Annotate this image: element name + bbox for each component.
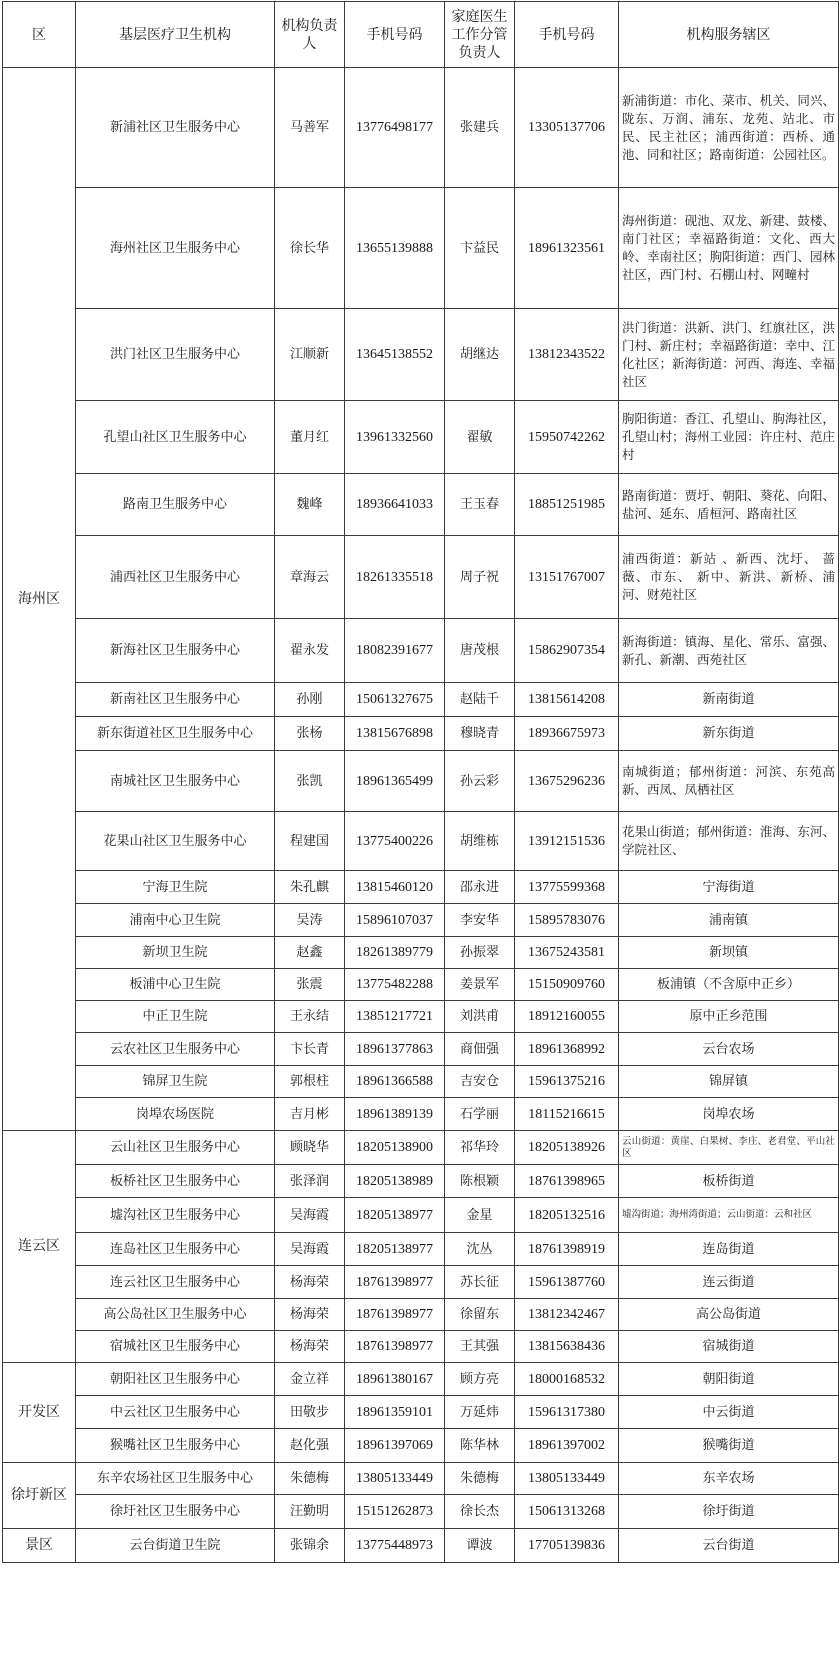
phone-cell: 13776498177 — [345, 68, 445, 188]
header-org: 基层医疗卫生机构 — [76, 2, 275, 68]
phone-2-cell: 13775599368 — [515, 871, 619, 904]
table-body — [3, 68, 839, 1563]
family-doctor-cell: 赵陆千 — [445, 683, 515, 717]
org-cell: 墟沟社区卫生服务中心 — [76, 1198, 275, 1233]
service-area-cell: 岗埠农场 — [619, 1098, 839, 1131]
table-row — [3, 812, 839, 871]
head-cell: 程建国 — [275, 812, 345, 871]
table-row — [3, 1001, 839, 1033]
head-cell: 吴涛 — [275, 904, 345, 937]
service-area-cell: 中云街道 — [619, 1396, 839, 1429]
phone-2-cell: 18851251985 — [515, 474, 619, 536]
table-row — [3, 1429, 839, 1463]
org-cell: 云台街道卫生院 — [76, 1529, 275, 1563]
phone-2-cell: 13805133449 — [515, 1463, 619, 1495]
phone-cell: 13961332560 — [345, 401, 445, 474]
service-area-cell: 浦西街道：新站 、新西、沈圩、 蔷薇、市东、 新中、新洪、新桥、浦河、财苑社区 — [619, 536, 839, 619]
phone-cell: 15896107037 — [345, 904, 445, 937]
phone-2-cell: 18936675973 — [515, 717, 619, 751]
phone-cell: 18761398977 — [345, 1266, 445, 1299]
family-doctor-cell: 穆晓青 — [445, 717, 515, 751]
phone-2-cell: 18961323561 — [515, 188, 619, 309]
head-cell: 翟永发 — [275, 619, 345, 683]
phone-2-cell: 18205132516 — [515, 1198, 619, 1233]
org-cell: 连云社区卫生服务中心 — [76, 1266, 275, 1299]
org-cell: 中正卫生院 — [76, 1001, 275, 1033]
table-row — [3, 937, 839, 969]
phone-cell: 13851217721 — [345, 1001, 445, 1033]
phone-cell: 18961389139 — [345, 1098, 445, 1131]
head-cell: 金立祥 — [275, 1363, 345, 1396]
family-doctor-cell: 刘洪甫 — [445, 1001, 515, 1033]
phone-2-cell: 13675296236 — [515, 751, 619, 812]
org-cell: 宿城社区卫生服务中心 — [76, 1331, 275, 1363]
head-cell: 马善军 — [275, 68, 345, 188]
phone-cell: 18205138989 — [345, 1165, 445, 1198]
phone-cell: 18961397069 — [345, 1429, 445, 1463]
head-cell: 赵化强 — [275, 1429, 345, 1463]
header-row — [3, 2, 839, 68]
table-row — [3, 1266, 839, 1299]
header-head: 机构负责人 — [275, 2, 345, 68]
phone-2-cell: 18912160055 — [515, 1001, 619, 1033]
phone-cell: 13775400226 — [345, 812, 445, 871]
family-doctor-cell: 谭波 — [445, 1529, 515, 1563]
table-row — [3, 1198, 839, 1233]
table-row — [3, 401, 839, 474]
org-cell: 云农社区卫生服务中心 — [76, 1033, 275, 1066]
table-row — [3, 1066, 839, 1098]
service-area-cell: 连云街道 — [619, 1266, 839, 1299]
head-cell: 徐长华 — [275, 188, 345, 309]
header-phone: 手机号码 — [345, 2, 445, 68]
head-cell: 朱德梅 — [275, 1463, 345, 1495]
phone-cell: 18961377863 — [345, 1033, 445, 1066]
district-cell: 徐圩新区 — [3, 1463, 76, 1529]
service-area-cell: 路南街道：贾圩、朝阳、葵花、向阳、盐河、延东、盾桓河、路南社区 — [619, 474, 839, 536]
org-cell: 板浦中心卫生院 — [76, 969, 275, 1001]
service-area-cell: 浦南镇 — [619, 904, 839, 937]
service-area-cell: 南城街道；郁州街道：河滨、东苑高新、西凤、凤栖社区 — [619, 751, 839, 812]
head-cell: 杨海荣 — [275, 1299, 345, 1331]
phone-cell: 18961365499 — [345, 751, 445, 812]
head-cell: 杨海荣 — [275, 1266, 345, 1299]
service-area-cell: 徐圩街道 — [619, 1495, 839, 1529]
org-cell: 新浦社区卫生服务中心 — [76, 68, 275, 188]
org-cell: 孔望山社区卫生服务中心 — [76, 401, 275, 474]
head-cell: 赵鑫 — [275, 937, 345, 969]
family-doctor-cell: 邵永进 — [445, 871, 515, 904]
phone-cell: 13775482288 — [345, 969, 445, 1001]
head-cell: 章海云 — [275, 536, 345, 619]
phone-2-cell: 13815638436 — [515, 1331, 619, 1363]
service-area-cell: 原中正乡范围 — [619, 1001, 839, 1033]
service-area-cell: 新海街道：镇海、星化、常乐、富强、新孔、新潮、西苑社区 — [619, 619, 839, 683]
org-cell: 高公岛社区卫生服务中心 — [76, 1299, 275, 1331]
phone-cell: 13645138552 — [345, 309, 445, 401]
phone-2-cell: 13151767007 — [515, 536, 619, 619]
phone-2-cell: 13675243581 — [515, 937, 619, 969]
phone-cell: 18082391677 — [345, 619, 445, 683]
head-cell: 卞长青 — [275, 1033, 345, 1066]
org-cell: 东辛农场社区卫生服务中心 — [76, 1463, 275, 1495]
service-area-cell: 朐阳街道：香江、孔望山、朐海社区，孔望山村；海州工业园：许庄村、范庄村 — [619, 401, 839, 474]
org-cell: 板桥社区卫生服务中心 — [76, 1165, 275, 1198]
org-cell: 花果山社区卫生服务中心 — [76, 812, 275, 871]
family-doctor-cell: 祁华玲 — [445, 1131, 515, 1165]
phone-cell: 13815460120 — [345, 871, 445, 904]
phone-cell: 18761398977 — [345, 1331, 445, 1363]
phone-cell: 18961380167 — [345, 1363, 445, 1396]
table-row — [3, 904, 839, 937]
org-cell: 浦西社区卫生服务中心 — [76, 536, 275, 619]
service-area-cell: 连岛街道 — [619, 1233, 839, 1266]
phone-2-cell: 15961317380 — [515, 1396, 619, 1429]
district-cell: 海州区 — [3, 68, 76, 1131]
head-cell: 汪勤明 — [275, 1495, 345, 1529]
org-cell: 新南社区卫生服务中心 — [76, 683, 275, 717]
phone-2-cell: 18961368992 — [515, 1033, 619, 1066]
service-area-cell: 新南街道 — [619, 683, 839, 717]
table-row — [3, 717, 839, 751]
head-cell: 郭根柱 — [275, 1066, 345, 1098]
head-cell: 顾晓华 — [275, 1131, 345, 1165]
phone-cell: 18261389779 — [345, 937, 445, 969]
phone-cell: 15061327675 — [345, 683, 445, 717]
org-cell: 南城社区卫生服务中心 — [76, 751, 275, 812]
family-doctor-cell: 卞益民 — [445, 188, 515, 309]
family-doctor-cell: 徐留东 — [445, 1299, 515, 1331]
phone-cell: 18961359101 — [345, 1396, 445, 1429]
table-row — [3, 1363, 839, 1396]
phone-2-cell: 13912151536 — [515, 812, 619, 871]
head-cell: 张泽润 — [275, 1165, 345, 1198]
phone-2-cell: 13812343522 — [515, 309, 619, 401]
org-cell: 锦屏卫生院 — [76, 1066, 275, 1098]
service-area-cell: 新坝镇 — [619, 937, 839, 969]
service-area-cell: 东辛农场 — [619, 1463, 839, 1495]
head-cell: 朱孔麒 — [275, 871, 345, 904]
family-doctor-cell: 石学丽 — [445, 1098, 515, 1131]
head-cell: 孙刚 — [275, 683, 345, 717]
district-cell: 开发区 — [3, 1363, 76, 1463]
head-cell: 张杨 — [275, 717, 345, 751]
table-row — [3, 1396, 839, 1429]
phone-2-cell: 18761398965 — [515, 1165, 619, 1198]
service-area-cell: 高公岛街道 — [619, 1299, 839, 1331]
service-area-cell: 宁海街道 — [619, 871, 839, 904]
org-cell: 新东街道社区卫生服务中心 — [76, 717, 275, 751]
phone-cell: 18961366588 — [345, 1066, 445, 1098]
head-cell: 吴海霞 — [275, 1198, 345, 1233]
org-cell: 路南卫生服务中心 — [76, 474, 275, 536]
family-doctor-cell: 吉安仓 — [445, 1066, 515, 1098]
phone-cell: 13655139888 — [345, 188, 445, 309]
phone-cell: 18205138900 — [345, 1131, 445, 1165]
head-cell: 王永结 — [275, 1001, 345, 1033]
table-row — [3, 188, 839, 309]
family-doctor-cell: 王玉春 — [445, 474, 515, 536]
phone-2-cell: 13812342467 — [515, 1299, 619, 1331]
table-row — [3, 1098, 839, 1131]
family-doctor-cell: 陈华林 — [445, 1429, 515, 1463]
table-row — [3, 1529, 839, 1563]
service-area-cell: 板桥街道 — [619, 1165, 839, 1198]
head-cell: 田敬步 — [275, 1396, 345, 1429]
org-cell: 宁海卫生院 — [76, 871, 275, 904]
service-area-cell: 海州街道：砚池、双龙、新建、鼓楼、南门社区；幸福路街道：文化、西大岭、幸南社区；朐阳街道：西门、园林社区，西门村、石棚山村、网疃村 — [619, 188, 839, 309]
org-cell: 中云社区卫生服务中心 — [76, 1396, 275, 1429]
org-cell: 新海社区卫生服务中心 — [76, 619, 275, 683]
head-cell: 江顺新 — [275, 309, 345, 401]
service-area-cell: 新浦街道：市化、菜市、机关、同兴、陇东、万润、浦东、龙苑、站北、市民、民主社区；浦西街道：西桥、通池、同和社区；路南街道：公园社区。 — [619, 68, 839, 188]
org-cell: 朝阳社区卫生服务中心 — [76, 1363, 275, 1396]
head-cell: 张震 — [275, 969, 345, 1001]
phone-2-cell: 15862907354 — [515, 619, 619, 683]
phone-2-cell: 18205138926 — [515, 1131, 619, 1165]
phone-cell: 13805133449 — [345, 1463, 445, 1495]
family-doctor-cell: 金星 — [445, 1198, 515, 1233]
head-cell: 魏峰 — [275, 474, 345, 536]
phone-2-cell: 15895783076 — [515, 904, 619, 937]
service-area-cell: 锦屏镇 — [619, 1066, 839, 1098]
phone-2-cell: 15961375216 — [515, 1066, 619, 1098]
org-cell: 岗埠农场医院 — [76, 1098, 275, 1131]
header-service-area: 机构服务辖区 — [619, 2, 839, 68]
phone-2-cell: 17705139836 — [515, 1529, 619, 1563]
org-cell: 徐圩社区卫生服务中心 — [76, 1495, 275, 1529]
family-doctor-cell: 李安华 — [445, 904, 515, 937]
phone-2-cell: 13305137706 — [515, 68, 619, 188]
service-area-cell: 云台农场 — [619, 1033, 839, 1066]
clinic-table — [2, 1, 839, 1563]
table-row — [3, 1331, 839, 1363]
phone-cell: 13815676898 — [345, 717, 445, 751]
phone-2-cell: 13815614208 — [515, 683, 619, 717]
service-area-cell: 云山街道：黄崖、白果树、李庄、老君堂、平山社区 — [619, 1131, 839, 1165]
phone-2-cell: 15961387760 — [515, 1266, 619, 1299]
phone-cell: 18205138977 — [345, 1198, 445, 1233]
header-family-doctor: 家庭医生工作分管负责人 — [445, 2, 515, 68]
family-doctor-cell: 沈丛 — [445, 1233, 515, 1266]
district-cell: 景区 — [3, 1529, 76, 1563]
table-row — [3, 536, 839, 619]
table-row — [3, 683, 839, 717]
phone-2-cell: 15950742262 — [515, 401, 619, 474]
family-doctor-cell: 苏长征 — [445, 1266, 515, 1299]
phone-2-cell: 18000168532 — [515, 1363, 619, 1396]
family-doctor-cell: 万延炜 — [445, 1396, 515, 1429]
phone-2-cell: 18761398919 — [515, 1233, 619, 1266]
service-area-cell: 花果山街道；郁州街道：淮海、东河、学院社区、 — [619, 812, 839, 871]
service-area-cell: 云台街道 — [619, 1529, 839, 1563]
head-cell: 张凯 — [275, 751, 345, 812]
table-row — [3, 751, 839, 812]
org-cell: 新坝卫生院 — [76, 937, 275, 969]
district-cell: 连云区 — [3, 1131, 76, 1363]
phone-cell: 18261335518 — [345, 536, 445, 619]
family-doctor-cell: 翟敏 — [445, 401, 515, 474]
family-doctor-cell: 陈根颖 — [445, 1165, 515, 1198]
head-cell: 董月红 — [275, 401, 345, 474]
table-row — [3, 619, 839, 683]
table-row — [3, 1233, 839, 1266]
phone-cell: 18936641033 — [345, 474, 445, 536]
service-area-cell: 新东街道 — [619, 717, 839, 751]
family-doctor-cell: 孙振翠 — [445, 937, 515, 969]
family-doctor-cell: 周子祝 — [445, 536, 515, 619]
org-cell: 洪门社区卫生服务中心 — [76, 309, 275, 401]
service-area-cell: 洪门街道：洪新、洪门、红旗社区，洪门村、新庄村；幸福路街道：幸中、江化社区；新海街道：河西、海连、幸福社区 — [619, 309, 839, 401]
header-phone-2: 手机号码 — [515, 2, 619, 68]
table-row — [3, 871, 839, 904]
service-area-cell: 板浦镇（不含原中正乡） — [619, 969, 839, 1001]
service-area-cell: 墟沟街道；海州湾街道；云山街道：云和社区 — [619, 1198, 839, 1233]
table-row — [3, 1033, 839, 1066]
table-row — [3, 1495, 839, 1529]
table-row — [3, 1165, 839, 1198]
family-doctor-cell: 徐长杰 — [445, 1495, 515, 1529]
family-doctor-cell: 姜景军 — [445, 969, 515, 1001]
head-cell: 杨海荣 — [275, 1331, 345, 1363]
family-doctor-cell: 孙云彩 — [445, 751, 515, 812]
family-doctor-cell: 张建兵 — [445, 68, 515, 188]
head-cell: 吉月彬 — [275, 1098, 345, 1131]
org-cell: 云山社区卫生服务中心 — [76, 1131, 275, 1165]
org-cell: 连岛社区卫生服务中心 — [76, 1233, 275, 1266]
table-row — [3, 969, 839, 1001]
family-doctor-cell: 王其强 — [445, 1331, 515, 1363]
service-area-cell: 宿城街道 — [619, 1331, 839, 1363]
org-cell: 海州社区卫生服务中心 — [76, 188, 275, 309]
head-cell: 张锦余 — [275, 1529, 345, 1563]
phone-2-cell: 15061313268 — [515, 1495, 619, 1529]
service-area-cell: 猴嘴街道 — [619, 1429, 839, 1463]
phone-cell: 18205138977 — [345, 1233, 445, 1266]
phone-2-cell: 15150909760 — [515, 969, 619, 1001]
table-row — [3, 474, 839, 536]
family-doctor-cell: 唐茂根 — [445, 619, 515, 683]
head-cell: 吴海霞 — [275, 1233, 345, 1266]
org-cell: 猴嘴社区卫生服务中心 — [76, 1429, 275, 1463]
family-doctor-cell: 顾方亮 — [445, 1363, 515, 1396]
family-doctor-cell: 胡继达 — [445, 309, 515, 401]
table-row — [3, 1131, 839, 1165]
header-district: 区 — [3, 2, 76, 68]
phone-cell: 18761398977 — [345, 1299, 445, 1331]
phone-cell: 15151262873 — [345, 1495, 445, 1529]
table-row — [3, 309, 839, 401]
family-doctor-cell: 胡维栋 — [445, 812, 515, 871]
phone-2-cell: 18115216615 — [515, 1098, 619, 1131]
org-cell: 浦南中心卫生院 — [76, 904, 275, 937]
table-row — [3, 1463, 839, 1495]
table-row — [3, 68, 839, 188]
table-row — [3, 1299, 839, 1331]
family-doctor-cell: 商佃强 — [445, 1033, 515, 1066]
phone-cell: 13775448973 — [345, 1529, 445, 1563]
phone-2-cell: 18961397002 — [515, 1429, 619, 1463]
service-area-cell: 朝阳街道 — [619, 1363, 839, 1396]
family-doctor-cell: 朱德梅 — [445, 1463, 515, 1495]
